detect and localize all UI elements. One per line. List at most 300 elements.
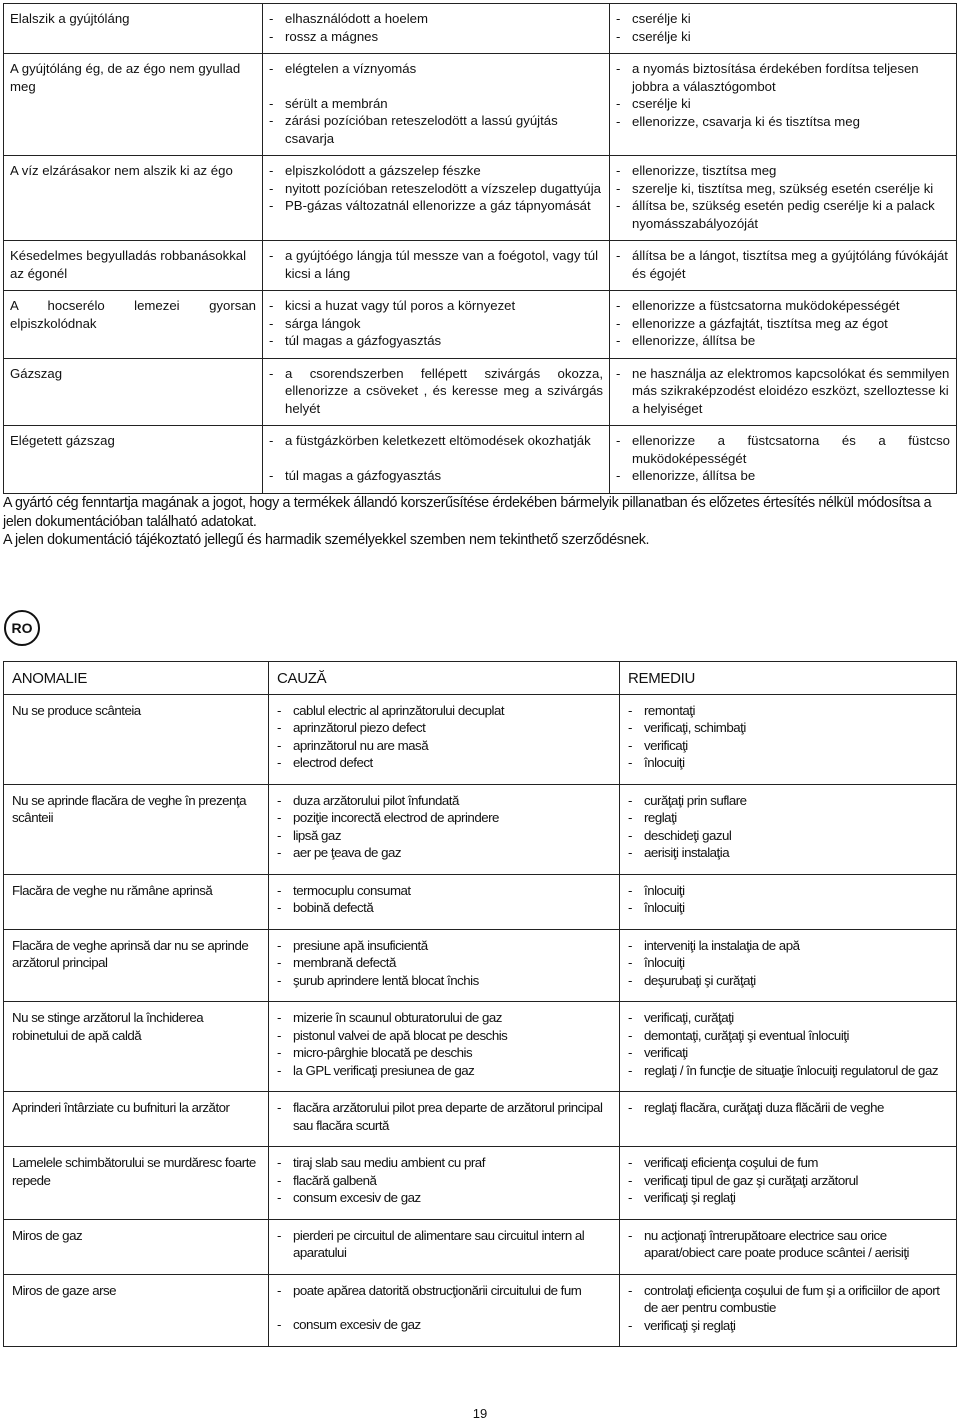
item-text: verificaţi — [644, 737, 688, 753]
bullet-dash: - — [269, 61, 274, 76]
cause-item — [277, 809, 611, 827]
remedy-item — [628, 702, 948, 720]
item-text: cserélje ki — [632, 96, 691, 111]
item-text: a füstgázkörben keletkezett eltömodések okozhatják — [285, 433, 591, 448]
disclaimer — [3, 494, 957, 550]
bullet-dash: - — [277, 1027, 281, 1043]
cause-item — [269, 60, 603, 78]
bullet-dash: - — [277, 900, 281, 915]
bullet-dash: - — [628, 845, 632, 860]
problem-cell: Miros de gaz — [4, 1219, 269, 1274]
item-text: aprinzătorul piezo defect — [293, 720, 426, 735]
remedy-item — [616, 332, 950, 350]
hu-troubleshooting-table — [3, 3, 957, 494]
cause-item — [269, 162, 603, 180]
ro-troubleshooting-table — [3, 661, 957, 1347]
remedy-cell — [610, 241, 957, 291]
bullet-dash: - — [616, 113, 621, 129]
bullet-dash: - — [616, 248, 621, 263]
remedy-cell — [610, 358, 957, 426]
item-text: a csorendszerben fellépett szivárgás okozza, ellenorizze a csöveket , és keresse meg a szivárgás helyét — [285, 365, 603, 416]
remedy-item — [628, 937, 948, 955]
item-text: deşurubaţi şi curăţaţi — [644, 972, 756, 988]
item-text: curăţaţi prin suflare — [644, 792, 747, 808]
bullet-dash: - — [277, 1100, 281, 1115]
cause-item — [277, 972, 611, 990]
bullet-dash: - — [628, 1227, 632, 1243]
remedy-item — [628, 1227, 948, 1262]
table-row — [4, 1002, 957, 1092]
remedy-item — [616, 180, 950, 198]
item-text: şurub aprindere lentă blocat închis — [293, 972, 479, 988]
bullet-dash: - — [628, 1027, 632, 1043]
bullet-dash: - — [616, 96, 621, 111]
cause-cell — [263, 291, 610, 359]
cause-item — [277, 1189, 611, 1207]
cause-cell — [263, 426, 610, 494]
bullet-dash: - — [269, 113, 274, 128]
item-text: poziţie incorectă electrod de aprindere — [293, 810, 499, 825]
cause-item — [277, 702, 611, 720]
remedy-item — [628, 844, 948, 862]
cause-item — [277, 1154, 611, 1172]
item-text: consum excesiv de gaz — [293, 1190, 421, 1205]
cause-item — [269, 467, 603, 485]
item-text: cablul electric al aprinzătorului decuplat — [293, 702, 505, 718]
bullet-dash: - — [269, 248, 274, 263]
bullet-dash: - — [616, 315, 621, 331]
remedy-item — [616, 113, 950, 131]
item-text: aerisiţi instalaţia — [644, 845, 730, 860]
problem-cell: Nu se stinge arzătorul la închiderea robinetului de apă caldă — [4, 1002, 269, 1092]
table-row — [4, 694, 957, 784]
cause-cell — [263, 241, 610, 291]
item-text: înlocuiţi — [644, 882, 685, 898]
remedy-item — [628, 1044, 948, 1062]
bullet-dash: - — [628, 810, 632, 825]
problem-cell: Flacăra de veghe nu rămâne aprinsă — [4, 874, 269, 929]
item-text: elégtelen a víznyomás — [285, 61, 417, 76]
bullet-dash: - — [277, 955, 281, 970]
remedy-item — [628, 1062, 948, 1080]
table-row — [4, 4, 957, 54]
problem-cell: Elalszik a gyújtóláng — [4, 4, 263, 54]
bullet-dash: - — [277, 1190, 281, 1205]
bullet-dash: - — [269, 298, 274, 313]
bullet-dash: - — [269, 180, 274, 196]
item-text: verificaţi tipul de gaz şi curăţaţi arzătorul — [644, 1172, 858, 1188]
bullet-dash: - — [628, 1282, 632, 1298]
bullet-dash: - — [628, 1317, 632, 1333]
item-text: remontaţi — [644, 702, 695, 718]
bullet-dash: - — [628, 1062, 632, 1078]
cause-cell — [263, 156, 610, 241]
remedy-cell — [620, 1274, 957, 1347]
item-text: reglaţi — [644, 810, 677, 825]
remedy-cell — [620, 1092, 957, 1147]
bullet-dash: - — [616, 468, 621, 483]
item-text: interveniţi la instalaţia de apă — [644, 937, 800, 953]
cause-cell — [269, 874, 620, 929]
remedy-cell — [620, 784, 957, 874]
bullet-dash: - — [277, 737, 281, 753]
item-text: ellenorizze a füstcsatorna muködoképességét — [632, 298, 900, 313]
problem-cell: Flacăra de veghe aprinsă dar nu se aprinde arzătorul principal — [4, 929, 269, 1002]
bullet-dash: - — [269, 433, 274, 448]
cause-item — [269, 95, 603, 113]
bullet-dash: - — [277, 972, 281, 988]
bullet-dash: - — [628, 1172, 632, 1188]
bullet-dash: - — [277, 937, 281, 953]
item-text: verificaţi — [644, 1045, 688, 1060]
bullet-dash: - — [616, 180, 621, 196]
table-row — [4, 1274, 957, 1347]
table-row — [4, 156, 957, 241]
cause-item — [269, 112, 603, 147]
problem-cell: Elégetett gázszag — [4, 426, 263, 494]
item-text: zárási pozícióban reteszelodött a lassú gyújtás csavarja — [285, 113, 558, 146]
spacer — [269, 450, 603, 467]
bullet-dash: - — [628, 1045, 632, 1060]
table-row — [4, 54, 957, 156]
item-text: consum excesiv de gaz — [293, 1317, 421, 1332]
item-text: termocuplu consumat — [293, 882, 411, 898]
bullet-dash: - — [269, 198, 274, 213]
item-text: electrod defect — [293, 755, 373, 770]
cause-cell — [269, 1092, 620, 1147]
remedy-item — [628, 1154, 948, 1172]
item-text: presiune apă insuficientă — [293, 937, 428, 953]
cause-item — [277, 1172, 611, 1190]
remedy-cell — [620, 874, 957, 929]
bullet-dash: - — [277, 1045, 281, 1060]
item-text: a gyújtóégo lángja túl messze van a foégotol, vagy túl kicsi a láng — [285, 248, 599, 281]
cause-cell — [269, 694, 620, 784]
item-text: mizerie în scaunul obturatorului de gaz — [293, 1010, 502, 1025]
item-text: kicsi a huzat vagy túl poros a környezet — [285, 298, 516, 313]
cause-item — [277, 1099, 611, 1134]
item-text: reglaţi / în funcţie de situaţie înlocuiţi regulatorul de gaz — [644, 1062, 938, 1078]
hu-table-body — [4, 4, 957, 494]
cause-item — [277, 899, 611, 917]
item-text: túl magas a gázfogyasztás — [285, 467, 442, 483]
cause-cell — [269, 1147, 620, 1220]
item-text: állítsa be a lángot, tisztítsa meg a gyújtóláng fúvókáját és égojét — [632, 248, 948, 281]
cause-item — [269, 332, 603, 350]
remedy-cell — [620, 929, 957, 1002]
bullet-dash: - — [277, 792, 281, 808]
remedy-cell — [610, 156, 957, 241]
ro-table-header-row — [4, 662, 957, 695]
cause-item — [269, 10, 603, 28]
cause-cell — [269, 1274, 620, 1347]
language-badge-ro: RO — [4, 610, 40, 646]
bullet-dash: - — [277, 1010, 281, 1025]
remedy-item — [616, 28, 950, 46]
cause-item — [269, 28, 603, 46]
bullet-dash: - — [269, 95, 274, 111]
item-text: sérült a membrán — [285, 95, 388, 111]
item-text: controlaţi eficienţa coşului de fum şi a orificiilor de aport de aer pentru combustie — [644, 1282, 940, 1315]
bullet-dash: - — [277, 702, 281, 718]
table-row — [4, 241, 957, 291]
remedy-cell — [620, 1219, 957, 1274]
remedy-cell — [610, 426, 957, 494]
bullet-dash: - — [277, 755, 281, 770]
bullet-dash: - — [269, 365, 274, 381]
cause-item — [277, 1044, 611, 1062]
item-text: duza arzătorului pilot înfundată — [293, 792, 459, 808]
remedy-item — [628, 754, 948, 772]
bullet-dash: - — [616, 298, 621, 313]
item-text: membrană defectă — [293, 955, 396, 970]
item-text: la GPL verificaţi presiunea de gaz — [293, 1062, 475, 1078]
bullet-dash: - — [277, 845, 281, 860]
item-text: poate apărea datorită obstrucţionării circuitului de fum — [293, 1282, 582, 1298]
bullet-dash: - — [277, 1172, 281, 1188]
problem-cell: Miros de gaze arse — [4, 1274, 269, 1347]
bullet-dash: - — [628, 720, 632, 735]
remedy-item — [628, 792, 948, 810]
table-row — [4, 1147, 957, 1220]
spacer — [277, 1299, 611, 1316]
item-text: deschideţi gazul — [644, 827, 732, 843]
cause-item — [269, 315, 603, 333]
bullet-dash: - — [616, 333, 621, 348]
bullet-dash: - — [269, 11, 274, 26]
remedy-item — [616, 467, 950, 485]
remedy-item — [628, 954, 948, 972]
item-text: verificaţi şi reglaţi — [644, 1317, 736, 1333]
remedy-item — [628, 1172, 948, 1190]
item-text: înlocuiţi — [644, 900, 685, 915]
item-text: ellenorizze, állítsa be — [632, 333, 756, 348]
item-text: szerelje ki, tisztítsa meg, szükség esetén cserélje ki — [632, 180, 934, 196]
item-text: ellenorizze a füstcsatorna és a füstcso muködoképességét — [632, 433, 950, 466]
bullet-dash: - — [277, 827, 281, 843]
bullet-dash: - — [616, 28, 621, 44]
problem-cell: Késedelmes begyulladás robbanásokkal az égonél — [4, 241, 263, 291]
bullet-dash: - — [628, 702, 632, 718]
remedy-item — [628, 1317, 948, 1335]
cause-item — [277, 754, 611, 772]
item-text: ellenorizze a gázfajtát, tisztítsa meg az égot — [632, 315, 888, 331]
bullet-dash: - — [269, 315, 274, 331]
item-text: flacără galbenă — [293, 1172, 377, 1188]
item-text: ellenorizze, csavarja ki és tisztítsa meg — [632, 113, 860, 129]
bullet-dash: - — [616, 61, 621, 76]
remedy-cell — [620, 1002, 957, 1092]
disclaimer-line-2: A jelen dokumentáció tájékoztató jellegű és harmadik személyekkel szemben nem tekinthető szerződésnek. — [3, 532, 650, 548]
bullet-dash: - — [277, 1227, 281, 1243]
item-text: lipsă gaz — [293, 827, 341, 843]
item-text: túl magas a gázfogyasztás — [285, 333, 442, 348]
bullet-dash: - — [628, 1155, 632, 1170]
cause-cell — [269, 1002, 620, 1092]
problem-cell: A hocserélo lemezei gyorsan elpiszkolódnak — [4, 291, 263, 359]
cause-item — [269, 180, 603, 198]
item-text: ellenorizze, tisztítsa meg — [632, 163, 777, 178]
bullet-dash: - — [277, 810, 281, 825]
remedy-cell — [620, 1147, 957, 1220]
remedy-cell — [610, 54, 957, 156]
remedy-cell — [620, 694, 957, 784]
item-text: elhasználódott a hoelem — [285, 11, 428, 26]
cause-item — [277, 1316, 611, 1334]
bullet-dash: - — [628, 792, 632, 808]
bullet-dash: - — [277, 720, 281, 735]
remedy-item — [628, 899, 948, 917]
bullet-dash: - — [269, 467, 274, 483]
remedy-item — [628, 1027, 948, 1045]
page-number: 19 — [472, 1406, 488, 1421]
bullet-dash: - — [277, 1317, 281, 1332]
item-text: cserélje ki — [632, 11, 691, 26]
item-text: aprinzătorul nu are masă — [293, 737, 429, 753]
ro-table-body — [4, 694, 957, 1347]
cause-item — [277, 954, 611, 972]
item-text: verificaţi, curăţaţi — [644, 1010, 734, 1025]
item-text: înlocuiţi — [644, 955, 685, 970]
spacer — [269, 78, 603, 95]
bullet-dash: - — [277, 1282, 281, 1298]
cause-cell — [263, 4, 610, 54]
table-row — [4, 1219, 957, 1274]
item-text: bobină defectă — [293, 900, 374, 915]
remedy-item — [616, 297, 950, 315]
item-text: elpiszkolódott a gázszelep fészke — [285, 163, 481, 178]
bullet-dash: - — [628, 827, 632, 843]
bullet-dash: - — [616, 198, 621, 213]
item-text: cserélje ki — [632, 28, 691, 44]
cause-cell — [263, 54, 610, 156]
remedy-item — [616, 432, 950, 467]
bullet-dash: - — [628, 737, 632, 753]
header-cause: CAUZĂ — [269, 662, 620, 695]
remedy-item — [616, 365, 950, 418]
header-remedy: REMEDIU — [620, 662, 957, 695]
bullet-dash: - — [628, 900, 632, 915]
item-text: verificaţi eficienţa coşului de fum — [644, 1155, 818, 1170]
cause-item — [277, 844, 611, 862]
cause-item — [269, 297, 603, 315]
disclaimer-line-1: A gyártó cég fenntartja magának a jogot, hogy a termékek állandó korszerűsítése érdekében bármelyik pillanatban és előzetes értesítés nélkül módosítsa a jelen dokumentációban található adatokat. — [3, 495, 932, 530]
bullet-dash: - — [277, 882, 281, 898]
item-text: ellenorizze, állítsa be — [632, 468, 756, 483]
cause-item — [269, 197, 603, 215]
cause-item — [269, 432, 603, 450]
bullet-dash: - — [628, 1100, 632, 1115]
remedy-item — [616, 60, 950, 95]
bullet-dash: - — [616, 365, 621, 381]
remedy-item — [616, 197, 950, 232]
remedy-item — [616, 10, 950, 28]
bullet-dash: - — [277, 1155, 281, 1170]
bullet-dash: - — [628, 1010, 632, 1025]
item-text: tiraj slab sau mediu ambient cu praf — [293, 1155, 485, 1170]
item-text: verificaţi şi reglaţi — [644, 1190, 736, 1205]
item-text: demontaţi, curăţaţi şi eventual înlocuiţi — [644, 1027, 849, 1043]
item-text: nyitott pozícióban reteszelodött a vízszelep dugattyúja — [285, 180, 601, 196]
header-anomaly: ANOMALIE — [4, 662, 269, 695]
cause-cell — [263, 358, 610, 426]
problem-cell: Nu se aprinde flacăra de veghe în prezenţa scânteii — [4, 784, 269, 874]
problem-cell: Gázszag — [4, 358, 263, 426]
item-text: PB-gázas változatnál ellenorizze a gáz tápnyomását — [285, 198, 591, 213]
bullet-dash: - — [628, 755, 632, 770]
cause-cell — [269, 929, 620, 1002]
bullet-dash: - — [628, 1190, 632, 1205]
item-text: aer pe ţeava de gaz — [293, 845, 402, 860]
cause-cell — [269, 784, 620, 874]
item-text: pierderi pe circuitul de alimentare sau circuitul intern al aparatului — [293, 1227, 585, 1260]
cause-item — [269, 365, 603, 418]
cause-item — [277, 792, 611, 810]
problem-cell: Lamelele schimbătorului se murdăresc foarte repede — [4, 1147, 269, 1220]
remedy-item — [616, 162, 950, 180]
cause-cell — [269, 1219, 620, 1274]
cause-item — [277, 1062, 611, 1080]
bullet-dash: - — [628, 972, 632, 988]
remedy-item — [628, 1009, 948, 1027]
bullet-dash: - — [269, 163, 274, 178]
cause-item — [277, 827, 611, 845]
bullet-dash: - — [628, 937, 632, 953]
cause-item — [277, 1282, 611, 1300]
item-text: înlocuiţi — [644, 755, 685, 770]
cause-item — [277, 882, 611, 900]
problem-cell: Nu se produce scânteia — [4, 694, 269, 784]
item-text: nu acţionaţi întrerupătoare electrice sau orice aparat/obiect care poate produce scântei / aerisiţi — [644, 1227, 909, 1260]
table-row — [4, 291, 957, 359]
bullet-dash: - — [628, 955, 632, 970]
remedy-item — [628, 882, 948, 900]
item-text: verificaţi, schimbaţi — [644, 720, 746, 735]
problem-cell: Aprinderi întârziate cu bufnituri la arzător — [4, 1092, 269, 1147]
remedy-cell — [610, 4, 957, 54]
bullet-dash: - — [616, 433, 621, 448]
bullet-dash: - — [277, 1062, 281, 1078]
cause-item — [277, 719, 611, 737]
remedy-item — [628, 1282, 948, 1317]
table-row — [4, 874, 957, 929]
item-text: flacăra arzătorului pilot prea departe de arzătorul principal sau flacăra scurtă — [293, 1100, 603, 1133]
table-row — [4, 1092, 957, 1147]
item-text: a nyomás biztosítása érdekében fordítsa teljesen jobbra a választógombot — [632, 61, 919, 94]
cause-item — [269, 247, 603, 282]
cause-item — [277, 1027, 611, 1045]
table-row — [4, 929, 957, 1002]
remedy-item — [628, 809, 948, 827]
cause-item — [277, 737, 611, 755]
bullet-dash: - — [269, 333, 274, 348]
item-text: reglaţi flacăra, curăţaţi duza flăcării de veghe — [644, 1100, 884, 1115]
remedy-item — [628, 1189, 948, 1207]
table-row — [4, 358, 957, 426]
remedy-item — [628, 827, 948, 845]
remedy-item — [616, 95, 950, 113]
table-row — [4, 784, 957, 874]
bullet-dash: - — [616, 11, 621, 26]
cause-item — [277, 1009, 611, 1027]
bullet-dash: - — [269, 28, 274, 44]
remedy-item — [628, 737, 948, 755]
bullet-dash: - — [628, 882, 632, 898]
item-text: pistonul valvei de apă blocat pe deschis — [293, 1027, 508, 1043]
item-text: micro-pârghie blocată pe deschis — [293, 1045, 473, 1060]
remedy-item — [628, 972, 948, 990]
table-row — [4, 426, 957, 494]
